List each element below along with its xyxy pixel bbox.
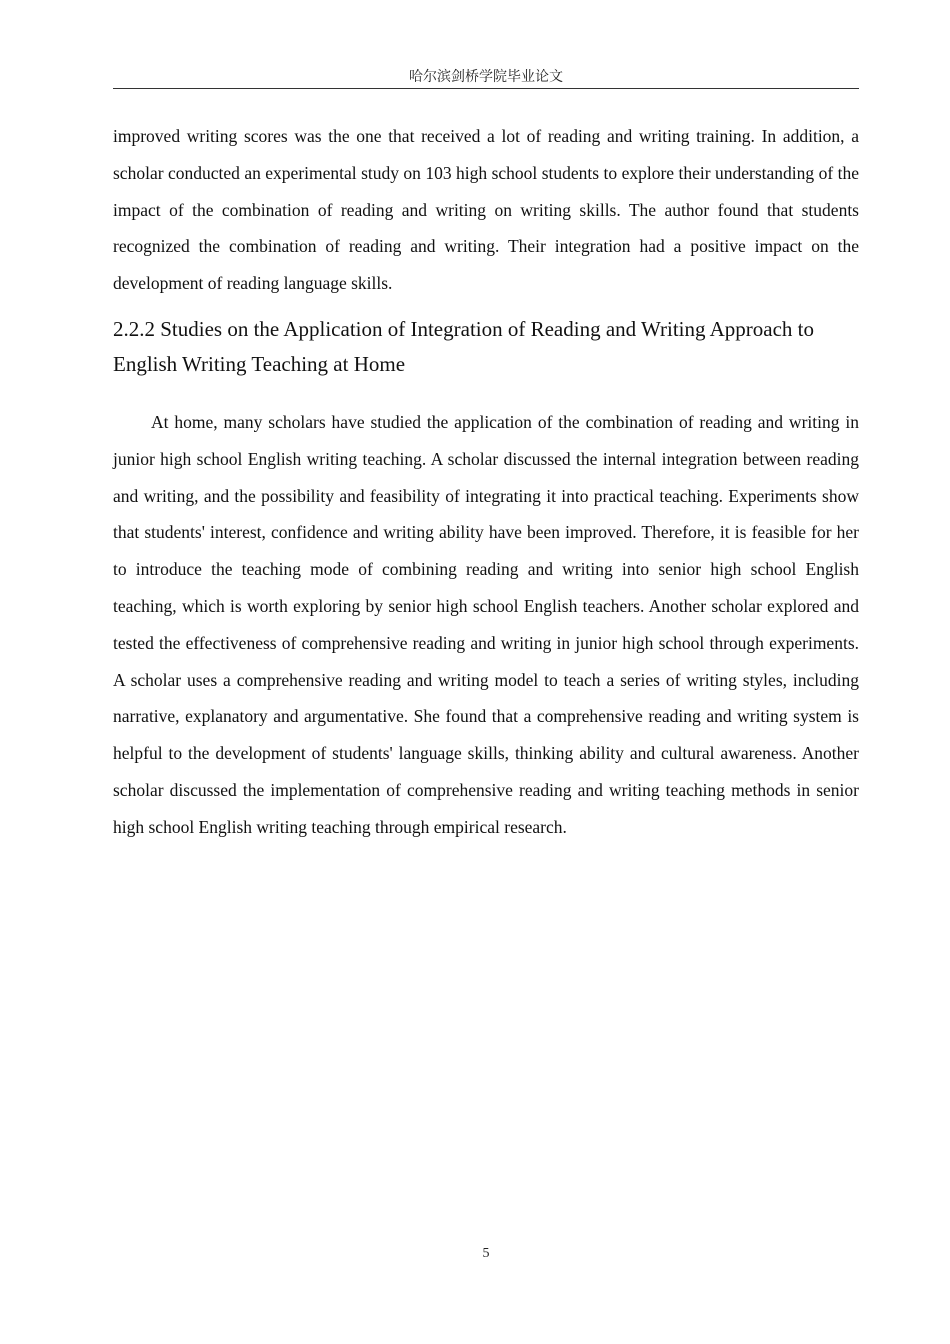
section-heading: 2.2.2 Studies on the Application of Integration of Reading and Writing Approach to English Writing Teaching at Home <box>113 317 814 376</box>
page-number: 5 <box>482 1246 490 1261</box>
page-header: 哈尔滨剑桥学院毕业论文 <box>409 70 563 85</box>
header-divider <box>113 88 859 89</box>
body-paragraph-2: At home, many scholars have studied the application of the combination of reading and writing in junior high school English writing teaching. A scholar discussed the internal integration between reading and writing, and the possibility and feasibility of integrating it into practical teaching. Experiments show that students' interest, confidence and writing ability have been improved. Therefore, it is feasible for her to introduce the teaching mode of combining reading and writing into senior high school English teaching, which is worth exploring by senior high school English teachers. Another scholar explored and tested the effectiveness of comprehensive reading and writing in junior high school through experiments. A scholar uses a comprehensive reading and writing model to teach a series of writing styles, including narrative, explanatory and argumentative. She found that a comprehensive reading and writing system is helpful to the development of students' language skills, thinking ability and cultural awareness. Another scholar discussed the implementation of comprehensive reading and writing teaching methods in senior high school English writing teaching through empirical research. <box>113 412 859 837</box>
body-paragraph-1: improved writing scores was the one that received a lot of reading and writing training. In addition, a scholar conducted an experimental study on 103 high school students to explore their understanding of the impact of the combination of reading and writing on writing skills. The author found that students recognized the combination of reading and writing. Their integration had a positive impact on the development of reading language skills. <box>113 126 859 294</box>
